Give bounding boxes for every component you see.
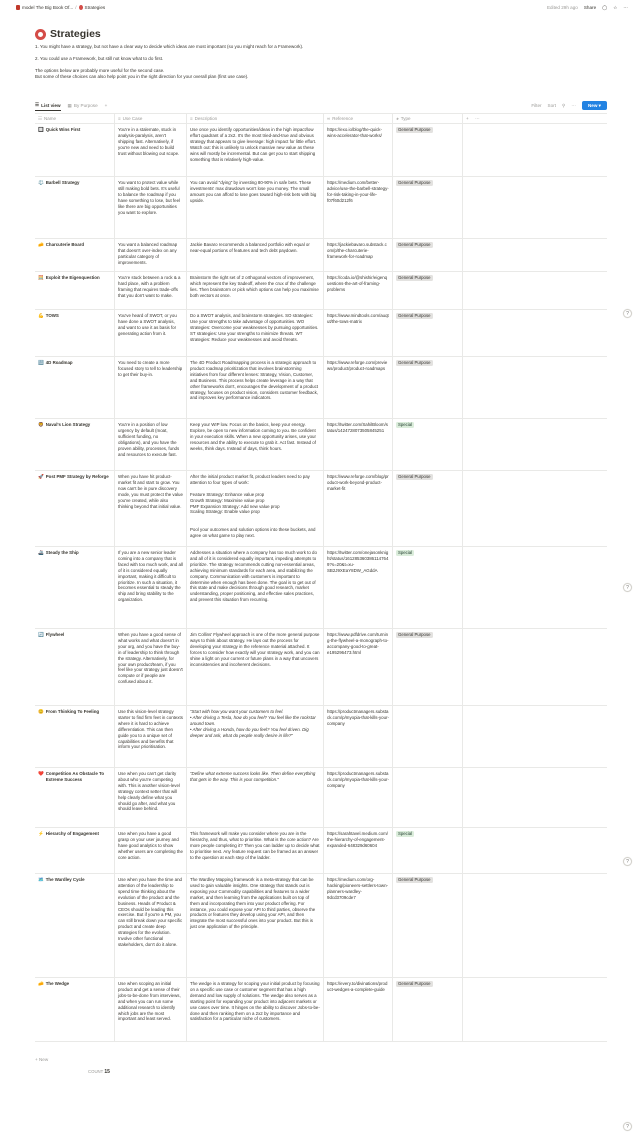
row-description[interactable]: The 4D Product Roadmapping process is a strategic approach to product roadmap prioritization that involves brainstorming initiatives from four different lenses: Strategy, Vision, Customer, and Business. This process helps create leverage in a way that other frameworks don't, encourages the development of a product strategy, focuses on product vision, considers customer feedback, and improves key performance indicators.	[187, 357, 324, 418]
table-row[interactable]	[35, 177, 607, 239]
breadcrumb-separator: /	[75, 5, 77, 10]
row-name-cell[interactable]	[35, 272, 115, 309]
table-row[interactable]	[35, 419, 607, 471]
row-reference-link[interactable]: https://every.to/divinations/product-wedges-a-complete-guide	[324, 978, 393, 1041]
row-name-cell[interactable]	[35, 768, 115, 827]
header-reference-label: Reference	[332, 116, 353, 121]
type-tag: General Purpose	[398, 242, 431, 247]
row-use-case[interactable]: Use when you have the time and attention of the leadership to spend time thinking about the evolution of the product and the business. Heads of Product & CEOs should be leading this exercise. But if you're a PM, you can still break down your specific product and create deep strategies for the evolution. Involve other functional stakeholders, don't do it alone.	[115, 874, 187, 977]
new-button-label: New	[587, 102, 598, 108]
search-icon[interactable]: ⚲	[561, 102, 566, 108]
row-name-cell[interactable]	[35, 706, 115, 767]
type-tag: General Purpose	[398, 313, 431, 318]
tab-by-purpose[interactable]	[68, 100, 98, 111]
tab-list-view[interactable]	[35, 100, 61, 111]
row-use-case[interactable]: Use when scoping an initial product and get a sense of their jobs-to-be-done from interviews, and when you can run some additional research to identify which jobs are the most important and least served.	[115, 978, 187, 1041]
help-button[interactable]: ?	[623, 1122, 632, 1131]
row-empty-cell	[463, 978, 607, 1041]
type-tag: General Purpose	[398, 180, 431, 185]
table-row[interactable]	[35, 272, 607, 310]
header-use-case[interactable]	[115, 114, 187, 124]
row-name-cell[interactable]	[35, 978, 115, 1041]
row-reference-link[interactable]: https://productmanagers.substack.com/p/myopia-that-kills-your-company	[324, 706, 393, 767]
row-reference-link[interactable]: https://exo.io/blog/the-quick-wins-accelerator-that-works/	[324, 124, 393, 176]
type-tag: General Purpose	[398, 275, 431, 280]
table-row[interactable]	[35, 768, 607, 828]
row-name-cell[interactable]	[35, 629, 115, 705]
row-description[interactable]: "Start with how you want your customers to feel. • After driving a Tesla, how do you feel? You feel like the rockstar around town. • After driving a Honda, how do you feel? You feel driven. Dig deeper and ask, what do people really desire in life?"	[187, 706, 324, 767]
table-row[interactable]	[35, 828, 607, 874]
row-emoji-icon: 🔄	[38, 632, 44, 637]
row-reference-link[interactable]: https://productmanagers.substack.com/p/myopia-that-kills-your-company	[324, 768, 393, 827]
tab-by-purpose-label: By Purpose	[73, 103, 98, 108]
edited-timestamp: Edited 29h ago	[546, 5, 578, 10]
row-emoji-icon: ⚖️	[38, 180, 44, 185]
header-reference[interactable]	[324, 114, 393, 124]
row-use-case[interactable]: Use this vision-level strategy starter to find firm feet in contexts where it is hard to achieve differentiation. This can then guide you to a unique set of capabilities and benefits that inform your prioritisation.	[115, 706, 187, 767]
row-type[interactable]	[393, 177, 463, 238]
text-icon: ≡	[118, 116, 121, 121]
row-description[interactable]: Keep your WIP low. Focus on the basics, keep your energy. Explore, be open to new information coming to you. Be confident in your execution skills. When a new opportunity arises, use your resources and the ability to execute to grab it. Act fast. Instead of weeks, think days. Instead of days, think hours.	[187, 419, 324, 470]
row-type[interactable]	[393, 547, 463, 628]
row-type[interactable]	[393, 768, 463, 827]
header-description[interactable]	[187, 114, 324, 124]
count-label: COUNT	[88, 1069, 104, 1074]
row-type[interactable]	[393, 239, 463, 271]
row-empty-cell	[463, 124, 607, 176]
row-name[interactable]: From Thinking To Feeling	[45, 709, 100, 714]
comments-icon[interactable]: ◯	[602, 4, 608, 10]
row-name-cell[interactable]	[35, 828, 115, 873]
header-name-label: Name	[44, 116, 57, 121]
row-reference-link[interactable]: https://sarahtavel.medium.com/the-hierarchy-of-engagement-expanded-648329d60604	[324, 828, 393, 873]
row-type[interactable]	[393, 706, 463, 767]
count-value: 15	[104, 1069, 110, 1075]
table-row[interactable]	[35, 706, 607, 768]
row-type[interactable]	[393, 629, 463, 705]
row-name[interactable]: TOWS	[45, 313, 59, 318]
star-icon[interactable]: ☆	[613, 4, 618, 10]
row-reference-link[interactable]: https://www.reforge.com/previews/product/product-roadmaps	[324, 357, 393, 418]
header-description-label: Description	[194, 116, 218, 121]
type-tag: General Purpose	[398, 632, 431, 637]
row-name[interactable]: Barbell Strategy	[45, 180, 80, 185]
text-icon: ☷	[38, 115, 43, 121]
row-name[interactable]: Hierarchy of Engagement	[45, 831, 99, 836]
row-use-case[interactable]: You're stuck between a rock & a hard place, with a problem framing that requires trade-offs that you don't want to make.	[115, 272, 187, 309]
row-description[interactable]: This framework will make you consider where you are in the hierarchy, and thus, what to prioritise. What is the core action? Are more people completing it? Then you can ladder up to decide what to prioritise next. Any feature request can be framed as an answer to the question at each step of the ladder.	[187, 828, 324, 873]
row-emoji-icon: ❤️	[38, 771, 44, 776]
row-description[interactable]: Use once you identify opportunities/ideas in the high impact/low effort quadrant of a 2x2. It's the most tried-and-true and obvious strategy that appears to give leverage: high impact for little effort. Watch out: this is unlikely to unlock massive new value as these wins will mostly be incremental. But can get you to start shipping something that is relatively high-value.	[187, 124, 324, 176]
plus-icon: +	[466, 116, 469, 121]
top-bar	[0, 0, 640, 15]
breadcrumb-current[interactable]: Strategies	[84, 5, 106, 10]
share-button[interactable]: Share	[583, 5, 597, 10]
table-row[interactable]	[35, 239, 607, 272]
row-reference-link[interactable]: https://medium.com/org-hacking/pioneers-settlers-town-planners-wardley-9dcd3709cde7	[324, 874, 393, 977]
help-button[interactable]: ?	[623, 857, 632, 866]
row-description[interactable]: You can avoid "dying" by investing 80-90% in safe bets. These investments' max drawdown won't lose you money. The small amount you can afford to lose goes toward high-risk bets with big upside.	[187, 177, 324, 238]
table-header	[35, 114, 607, 124]
tab-list-view-label: List view	[41, 102, 61, 108]
breadcrumb	[16, 5, 105, 10]
row-use-case[interactable]: If you are a new senior leader coming into a company that is faced with too much work, and all of it is considered equally important, making it difficult to prioritize. In such a situation, it becomes essential to steady the ship and bring stability to the organization.	[115, 547, 187, 628]
book-icon	[16, 5, 20, 10]
row-description[interactable]: "Define what extreme success looks like. Then define everything that gets in the way. This is your competition."	[187, 768, 324, 827]
add-view-label: +	[104, 103, 108, 108]
table-row[interactable]	[35, 629, 607, 706]
board-icon: ▦	[67, 102, 72, 108]
view-bar	[35, 100, 607, 111]
select-icon: ◕	[396, 116, 399, 121]
row-use-case[interactable]: You want to protect value while still making bold bets. It's useful to balance the roadmap if you have something to lose, but feel like there are big opportunities you want to explore.	[115, 177, 187, 238]
topbar-actions	[547, 0, 628, 15]
row-name[interactable]: Flywheel	[45, 632, 65, 637]
row-description[interactable]: After the initial product market fit, product leaders need to pay attention to four types of work: Feature Strategy: Enhance value prop Growth Strategy: Maximise value prop PMF Expansion Strategy: Add new value prop Scaling Strategy: Enable value prop Pool your outcomes and solution options into these buckets, and agree on what game to play next.	[187, 471, 324, 546]
row-reference-link[interactable]: https://medium.com/better-advice/use-the-barbell-strategy-for-risk-taking-in-your-life-f07f60d212f6	[324, 177, 393, 238]
row-use-case[interactable]: Use when you can't get clarity about who you're competing with. This is another vision-level strategy context setter that will help clearly define what you should go after, and what you should leave behind.	[115, 768, 187, 827]
row-type[interactable]	[393, 978, 463, 1041]
page-icon[interactable]	[35, 29, 46, 40]
row-use-case[interactable]: You're in a stalemate, stuck in analysis-paralysis, aren't shipping fast. Alternatively, if you're new and need to build trust without blowing out scope.	[115, 124, 187, 176]
row-use-case[interactable]: You need to create a more focused story to tell to leadership to get their buy-in.	[115, 357, 187, 418]
row-type[interactable]	[393, 419, 463, 470]
row-use-case[interactable]: You're in a position of low urgency by default (moat, sufficient funding, no obligations), and you have the proven ability, processes, funds and resources to execute fast.	[115, 419, 187, 470]
row-emoji-icon: 🗺️	[38, 877, 44, 882]
row-reference-link[interactable]: https://twitter.com/onejasonknight/status/1612853603861147649?s=20&t=xu-SB2J9XEaY8DW_AGddA	[324, 547, 393, 628]
intro-line-4: But some of these choices can also help point you in the right direction for your overall plan (first use case).	[35, 74, 249, 80]
row-empty-cell	[463, 239, 607, 271]
filter-button[interactable]: Filter	[531, 103, 542, 108]
header-type-label: Type	[400, 116, 411, 121]
table-row[interactable]	[35, 471, 607, 547]
type-tag: General Purpose	[398, 877, 431, 882]
row-empty-cell	[463, 874, 607, 977]
intro-line-2: 2. You could use a Framework, but still not know what to do first.	[35, 56, 164, 62]
row-name-cell[interactable]	[35, 310, 115, 356]
header-name[interactable]	[35, 114, 115, 124]
row-empty-cell	[463, 768, 607, 827]
row-name-cell[interactable]	[35, 547, 115, 628]
page-header	[35, 28, 101, 40]
table-row[interactable]	[35, 978, 607, 1042]
header-use-case-label: Use Case	[122, 116, 143, 121]
type-tag: General Purpose	[398, 474, 431, 479]
view-more-button[interactable]: ···	[571, 103, 576, 108]
row-empty-cell	[463, 419, 607, 470]
row-empty-cell	[463, 547, 607, 628]
type-tag: Special	[398, 422, 413, 427]
sort-button[interactable]: Sort	[547, 103, 556, 108]
row-description[interactable]: Jim Collins' Flywheel approach is one of the more general purpose ways to think about strategy. He lays out the process for developing your strategy in the reference material attached. It forces to consider how exactly will your strategy work, and you can shine a light on your current or future plans in a way that uncovers inconsistencies and incoherent decisions.	[187, 629, 324, 705]
row-use-case[interactable]: You want a balanced roadmap that doesn't over-index on any particular category of improvements.	[115, 239, 187, 271]
row-emoji-icon: 🧀	[38, 242, 44, 247]
row-name[interactable]: Naval's Lion Strategy	[45, 422, 91, 427]
row-emoji-icon: 🔢	[38, 360, 44, 365]
table-row[interactable]	[35, 357, 607, 419]
row-type[interactable]	[393, 310, 463, 356]
type-tag: General Purpose	[398, 981, 431, 986]
row-emoji-icon: 🔲	[38, 127, 44, 132]
row-use-case[interactable]: You've heard of SWOT, or you have done a SWOT analysis, and want to use it as basis for generating action from it.	[115, 310, 187, 356]
row-count	[88, 1069, 110, 1075]
row-type[interactable]	[393, 874, 463, 977]
table-row[interactable]	[35, 310, 607, 357]
row-name-cell[interactable]	[35, 239, 115, 271]
row-emoji-icon: 🦁	[38, 422, 44, 427]
row-name[interactable]: Competition As Obstacle To Extreme Success	[45, 771, 105, 782]
row-name[interactable]: 4D Roadmap	[45, 360, 73, 365]
view-actions	[531, 101, 607, 110]
row-name[interactable]: Charcuterie Board	[45, 242, 85, 247]
row-type[interactable]	[393, 272, 463, 309]
row-name[interactable]: Steady the Ship	[45, 550, 79, 555]
text-icon: ≡	[190, 116, 193, 121]
row-empty-cell	[463, 706, 607, 767]
row-name[interactable]: The Wedge	[45, 981, 70, 986]
row-reference-link[interactable]: https://jackiebavaro.substack.com/p/the-charcuterie-framework-for-roadmap	[324, 239, 393, 271]
row-description[interactable]: The wedge is a strategy for scoping your initial product by focusing on a specific use case or customer segment that has a high demand and low supply of solutions. The wedge also serves as a starting point for expanding your product into adjacent markets or use cases over time. It hinges on the ability to discover Jobs-to-be-done and then ranking them on a 2x2 by importance and satisfaction for a particular niche of customers.	[187, 978, 324, 1041]
row-name-cell[interactable]	[35, 471, 115, 546]
row-type[interactable]	[393, 357, 463, 418]
intro-line-1: 1. You might have a strategy, but not have a clear way to decide which ideas are most important (so you might reach for a Framework).	[35, 44, 304, 49]
type-tag: Special	[398, 831, 413, 836]
new-button[interactable]: New ▾	[582, 101, 607, 110]
type-tag: General Purpose	[398, 127, 431, 132]
more-icon[interactable]: ⋯	[623, 4, 628, 10]
header-type[interactable]	[393, 114, 463, 124]
row-emoji-icon: 😊	[38, 709, 44, 714]
intro-text	[35, 44, 335, 80]
row-emoji-icon: ⚡	[38, 831, 44, 836]
header-add-column[interactable]	[463, 114, 607, 124]
page-title[interactable]: Strategies	[50, 28, 101, 40]
table-body	[35, 124, 607, 1042]
row-description[interactable]: Jackie Bavaro recommends a balanced portfolio with equal or near-equal portions of features and tech debt paydown.	[187, 239, 324, 271]
row-empty-cell	[463, 310, 607, 356]
row-use-case[interactable]: When you have a good sense of what works and what doesn't in your org, and you have the buy-in of leadership to think through the strategy. Alternatively, for your own product/team, if you feel like your strategy just doesn't compute or if people are confused about it.	[115, 629, 187, 705]
intro-line-3: The options below are probably more useful for the second case.	[35, 68, 165, 74]
table-row[interactable]	[35, 547, 607, 629]
row-type[interactable]	[393, 828, 463, 873]
strategy-icon	[79, 5, 83, 10]
row-name-cell[interactable]	[35, 357, 115, 418]
new-row-button[interactable]: + New	[35, 1057, 49, 1062]
row-use-case[interactable]: Use when you have a good grasp on your user journey and have good analytics to show whether users are completing the core action.	[115, 828, 187, 873]
row-empty-cell	[463, 272, 607, 309]
row-empty-cell	[463, 828, 607, 873]
row-description[interactable]: Addresses a situation where a company has too much work to do and all of it is considered equally important, impeding attempts to prioritize. The strategy recommends cutting non-essential areas, achieving minimum standards for each area, and stabilizing the company. Communication with customers is important to determine when enough has been done. The goal is to get out of this state and make decisions through good research, market understanding, proper positioning, and effective sales practices, and prevent this situation from recurring.	[187, 547, 324, 628]
help-button[interactable]: ?	[623, 583, 632, 592]
row-name-cell[interactable]	[35, 419, 115, 470]
row-name-cell[interactable]	[35, 124, 115, 176]
type-tag: Special	[398, 550, 413, 555]
add-view-button[interactable]	[105, 100, 108, 111]
help-button[interactable]: ?	[623, 309, 632, 318]
list-icon: ☰	[35, 102, 40, 107]
row-description[interactable]: Do a SWOT analysis, and brainstorm strategies. SO strategies: Use your strengths to take advantage of opportunities. WO strategies: Overcome your weaknesses by pursuing opportunities. ST strategies: Use your strengths to minimize threats. WT strategies: Reduce your weaknesses and avoid threats.	[187, 310, 324, 356]
row-name[interactable]: Quick Wins First	[45, 127, 81, 132]
row-reference-link[interactable]: https://twitter.com/SahilBloom/status/1424728073505845251	[324, 419, 393, 470]
more-columns-icon: ⋯	[475, 115, 480, 121]
row-reference-link[interactable]: https://www.pdfdrive.com/turning-the-flywheel-a-monograph-to-accompany-good-to-great-e195296473.html	[324, 629, 393, 705]
row-name-cell[interactable]	[35, 177, 115, 238]
row-type[interactable]	[393, 471, 463, 546]
row-emoji-icon: 🧮	[38, 275, 44, 280]
row-name[interactable]: The Wardley Cycle	[45, 877, 85, 882]
row-name[interactable]: Post PMF Strategy by Reforge	[45, 474, 109, 479]
row-description[interactable]: Brainstorm the right set of 2 orthogonal vectors of improvement, which represent the key tradeoff, where the crux of the challenge lies. Then brainstorm or pick which options can help you maximise both vectors at once.	[187, 272, 324, 309]
row-empty-cell	[463, 629, 607, 705]
database-table	[35, 113, 607, 1042]
row-use-case[interactable]: When you have hit product-market fit and start to grow. You now can't be in pure discovery mode, you must protect the value you've created, while also thinking beyond that initial value.	[115, 471, 187, 546]
row-description[interactable]: The Wardley Mapping framework is a meta-strategy that can be used to gain valuable insights. One strategy that stands out is exposing your Commodity capabilities and features to a wider market, and then learning from the applications built on top of them and incorporating them into your product offering. For instance, you could expose your API to third parties, observe the products or features they develop using your API, and then integrate the most successful ones into your product. But this is just one application of the principle.	[187, 874, 324, 977]
row-name-cell[interactable]	[35, 874, 115, 977]
row-reference-link[interactable]: https://www.mindtools.com/auqtut/the-tows-matrix	[324, 310, 393, 356]
table-row[interactable]	[35, 124, 607, 177]
row-name[interactable]: Exploit the Eigenquestion	[45, 275, 100, 280]
row-empty-cell	[463, 471, 607, 546]
row-type[interactable]	[393, 124, 463, 176]
row-reference-link[interactable]: https://www.reforge.com/blog/product-work-beyond-product-market-fit	[324, 471, 393, 546]
row-reference-link[interactable]: https://coda.io/@shishir/eigenquestions-the-art-of-framing-problems	[324, 272, 393, 309]
row-emoji-icon: 🧀	[38, 981, 44, 986]
row-emoji-icon: 🚀	[38, 474, 44, 479]
row-emoji-icon: 💪	[38, 313, 44, 318]
link-icon: ∞	[327, 116, 331, 121]
breadcrumb-parent[interactable]: model The Big Book Of...	[22, 5, 74, 10]
row-emoji-icon: 🚢	[38, 550, 44, 555]
row-empty-cell	[463, 177, 607, 238]
table-row[interactable]	[35, 874, 607, 978]
type-tag: General Purpose	[398, 360, 431, 365]
row-empty-cell	[463, 357, 607, 418]
